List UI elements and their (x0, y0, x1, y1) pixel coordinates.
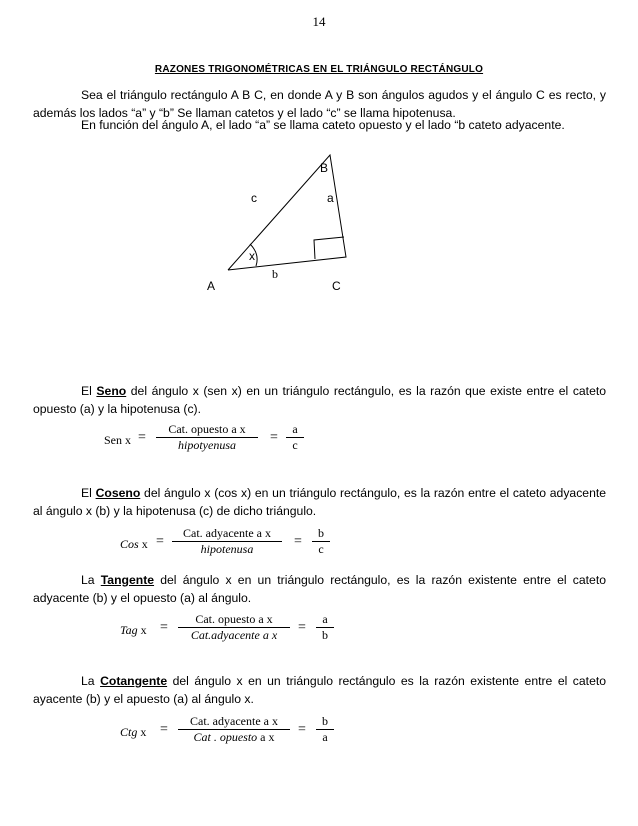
seno-ratio-num: a (292, 422, 298, 436)
cotangente-den-var: a x (260, 730, 275, 744)
coseno-label-var: x (141, 537, 148, 551)
seno-label: Sen x (104, 433, 131, 447)
vertex-label-b: B (320, 161, 329, 175)
coseno-ratio-num: b (318, 526, 324, 540)
cotangente-text: del ángulo x en un triángulo rectángulo es la razón existente entre el cateto ayacente (b) y el apuesto (a) al ángulo x. (33, 674, 607, 706)
tangente-formula (0, 612, 638, 652)
cotangente-numerator: Cat. adyacente a x (190, 714, 278, 728)
page-number: 14 (312, 14, 326, 29)
cotangente-label-fn: Ctg (120, 725, 138, 739)
coseno-formula (0, 526, 638, 566)
cotangente-equals-1: = (160, 722, 168, 737)
vertex-label-c: C (332, 279, 341, 293)
intro-text-1: Sea el triángulo rectángulo A B C, en donde A y B son ángulos agudos y el ángulo C es recto, y además los lados “a” y “b” Se llaman catetos y el lado “c” se llama hipotenusa. (33, 88, 606, 120)
cotangente-term: Cotangente (100, 674, 168, 688)
coseno-denominator: hipotenusa (172, 541, 282, 557)
cotangente-label (120, 725, 146, 740)
cotangente-ratio-num: b (322, 714, 328, 728)
tangente-label-fn: Tag (120, 623, 138, 637)
cotangente-ratio-den: a (316, 729, 334, 745)
seno-ratio-den: c (286, 437, 304, 453)
cotangente-fraction (178, 714, 290, 745)
seno-pre: El (81, 384, 92, 398)
right-angle-marker (314, 237, 344, 259)
tangente-ratio-num: a (322, 612, 328, 626)
cotangente-label-var: x (140, 725, 147, 739)
tangente-ratio-den: b (316, 627, 334, 643)
coseno-ratio (312, 526, 330, 557)
seno-denominator: hipotyenusa (156, 437, 258, 453)
coseno-fraction (172, 526, 282, 557)
tangente-ratio (316, 612, 334, 643)
tangente-equals-2: = (298, 620, 306, 635)
intro-text-2: En función del ángulo A, el lado “a” se llama cateto opuesto y el lado “b cateto adyacente. (81, 118, 565, 132)
seno-term: Seno (96, 384, 127, 398)
vertex-label-a: A (207, 279, 216, 293)
tangente-den-main: Cat.adyacente a (190, 628, 269, 642)
coseno-paragraph (33, 484, 606, 520)
coseno-equals-2: = (294, 534, 302, 549)
cotangente-ratio (316, 714, 334, 745)
seno-text: del ángulo x (sen x) en un triángulo rectángulo, es la razón que existe entre el cateto opuesto (a) y la hipotenusa (c). (33, 384, 607, 416)
coseno-text: del ángulo x (cos x) en un triángulo rectángulo, es la razón entre el cateto adyacente al ángulo x (b) y la hipotenusa (c) de dicho triángulo. (33, 486, 607, 518)
tangente-term: Tangente (100, 573, 155, 587)
tangente-pre: La (81, 573, 95, 587)
seno-equals-2: = (270, 430, 278, 445)
coseno-term: Coseno (95, 486, 141, 500)
page-title: RAZONES TRIGONOMÉTRICAS EN EL TRIÁNGULO RECTÁNGULO (154, 64, 484, 75)
coseno-label-fn: Cos (120, 537, 139, 551)
coseno-label (120, 537, 148, 552)
tangente-paragraph (33, 571, 606, 607)
seno-equals-1: = (138, 430, 146, 445)
cotangente-denominator (178, 729, 290, 745)
tangente-label (120, 623, 147, 638)
tangente-numerator: Cat. opuesto a x (195, 612, 273, 626)
angle-label-x: x (249, 249, 255, 263)
coseno-ratio-den: c (312, 541, 330, 557)
tangente-equals-1: = (160, 620, 168, 635)
cotangente-equals-2: = (298, 722, 306, 737)
seno-formula (0, 422, 638, 462)
tangente-label-var: x (140, 623, 147, 637)
cotangente-formula (0, 714, 638, 754)
seno-ratio (286, 422, 304, 453)
seno-numerator: Cat. opuesto a x (168, 422, 246, 436)
coseno-equals-1: = (156, 534, 164, 549)
side-label-b: b (272, 267, 278, 281)
tangente-text: del ángulo x en un triángulo rectángulo, es la razón existente entre el cateto adyacente (b) y el opuesto (a) al ángulo. (33, 573, 606, 605)
cotangente-pre: La (81, 674, 95, 688)
side-label-a: a (327, 191, 334, 205)
tangente-denominator (178, 627, 290, 643)
side-label-c: c (251, 191, 257, 205)
tangente-fraction (178, 612, 290, 643)
coseno-numerator: Cat. adyacente a x (183, 526, 271, 540)
triangle-outline (228, 155, 346, 270)
seno-fraction (156, 422, 258, 453)
cotangente-den-main: Cat . opuesto (193, 730, 258, 744)
seno-paragraph (33, 382, 606, 418)
coseno-pre: El (81, 486, 92, 500)
tangente-den-var: x (271, 628, 278, 642)
cotangente-paragraph (33, 672, 606, 708)
